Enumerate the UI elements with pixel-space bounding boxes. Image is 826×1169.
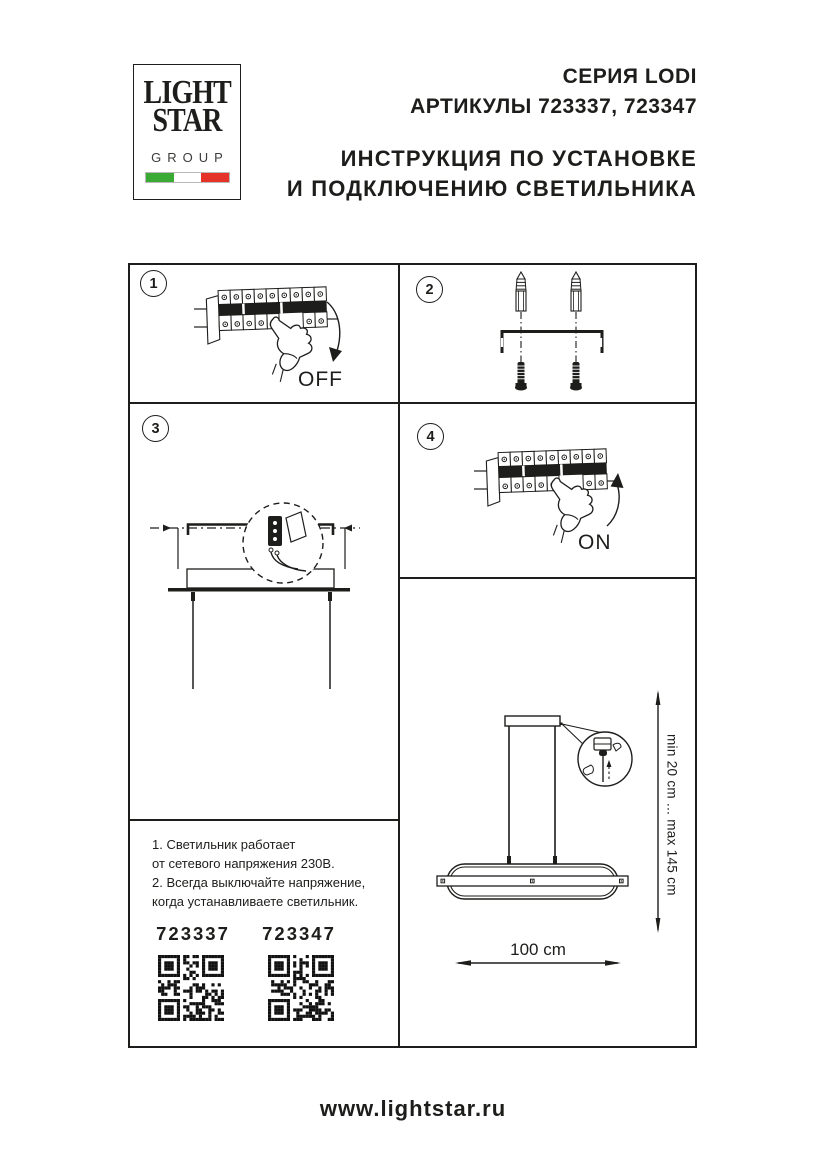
panel-step-1 — [130, 265, 399, 402]
width-label: 100 cm — [510, 940, 566, 959]
left-screw-marker — [163, 525, 171, 532]
ceiling-canopy — [505, 716, 560, 726]
height-range-label: min 20 cm ... max 145 cm — [664, 734, 680, 896]
bracket-slot-left — [501, 338, 503, 347]
header-title-block — [287, 62, 697, 204]
panel-step-2 — [401, 265, 695, 402]
lamp-dimensions-diagram — [401, 579, 695, 1046]
canopy-mounting-diagram — [130, 404, 399, 819]
flag-white-segment — [174, 173, 202, 182]
italian-flag-bar — [145, 172, 230, 183]
safety-notes — [152, 835, 365, 911]
notes-line-1: 1. Светильник работает — [152, 837, 296, 852]
step-4-number: 4 — [426, 428, 435, 445]
article-number-left: 723337 — [156, 923, 230, 944]
instruction-title-line2: И ПОДКЛЮЧЕНИЮ СВЕТИЛЬНИКА — [286, 176, 697, 201]
panel-notes — [130, 821, 399, 1046]
qr-code-right — [268, 955, 334, 1021]
bracket-slot-right — [600, 338, 602, 347]
anchors-and-bracket-diagram — [401, 265, 695, 402]
notes-line-4: когда устанавливаете светильник. — [152, 894, 359, 909]
logo-word-group: GROUP — [151, 150, 229, 165]
terminal-detail-circle — [243, 503, 323, 583]
instruction-title-line1: ИНСТРУКЦИЯ ПО УСТАНОВКЕ — [340, 146, 697, 171]
breaker-off-diagram — [130, 265, 399, 402]
mounting-bracket — [502, 332, 602, 354]
qr-code-left — [158, 955, 224, 1021]
lightstar-logo — [133, 64, 241, 200]
logo-word-star: STAR — [152, 102, 222, 139]
step-1-number: 1 — [149, 275, 158, 292]
panel-lamp-diagram — [401, 579, 695, 1046]
step-2-number: 2 — [425, 281, 434, 298]
instruction-grid — [128, 263, 697, 1048]
callout-leader-1 — [562, 724, 585, 746]
canopy-base-plate — [168, 588, 350, 592]
step-3-number: 3 — [151, 420, 160, 437]
flag-red-segment — [201, 173, 229, 182]
panel-step-4 — [401, 404, 695, 577]
notes-line-3: 2. Всегда выключайте напряжение, — [152, 875, 366, 890]
arrow-down-head — [329, 347, 342, 362]
off-label: OFF — [298, 368, 343, 391]
flag-green-segment — [146, 173, 174, 182]
logo-word-light: LIGHT — [143, 74, 231, 111]
articles-title: АРТИКУЛЫ 723337, 723347 — [410, 95, 697, 118]
breaker-on-diagram — [401, 404, 695, 577]
series-title: СЕРИЯ LODI — [562, 65, 697, 88]
arrow-up-curve — [607, 484, 619, 526]
notes-line-2: от сетевого напряжения 230В. — [152, 856, 335, 871]
footer-url: www.lightstar.ru — [319, 1096, 507, 1121]
arrow-down-curve — [327, 302, 340, 351]
on-label: ON — [578, 531, 612, 554]
callout-leader-2 — [562, 724, 603, 733]
panel-step-3 — [130, 404, 399, 819]
cable-lock-nut — [599, 750, 607, 756]
article-number-right: 723347 — [262, 923, 336, 944]
